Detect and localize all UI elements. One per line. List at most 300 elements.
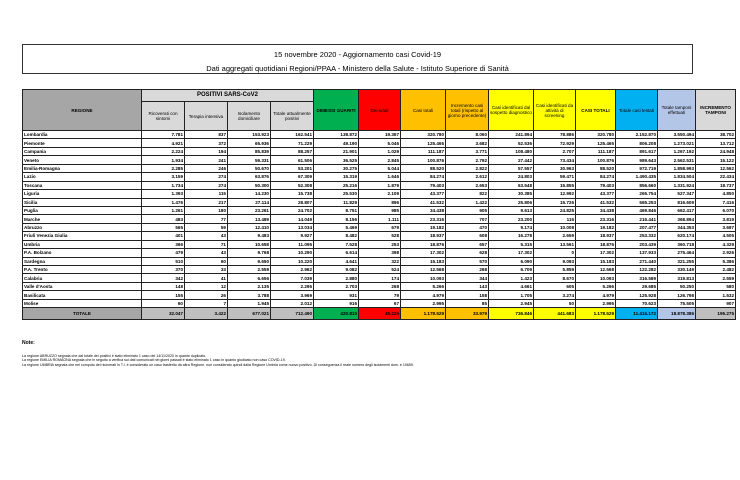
totals-row	[23, 308, 736, 320]
value-cell: 71.229	[271, 139, 314, 147]
value-cell: 88.520	[401, 164, 446, 172]
value-cell: 174	[359, 274, 401, 282]
value-cell: 1.029	[359, 147, 401, 155]
value-cell: 1.858.993	[658, 164, 696, 172]
value-cell: 6.656	[228, 274, 271, 282]
value-cell: 321.255	[658, 257, 696, 265]
value-cell: 274	[185, 173, 228, 181]
value-cell: 79.403	[401, 181, 446, 189]
value-cell: 50.300	[228, 181, 271, 189]
value-cell: 469.846	[616, 206, 658, 214]
value-cell: 3.159	[142, 173, 185, 181]
total-value-cell: 45.229	[359, 308, 401, 320]
region-name-cell: Sardegna	[23, 257, 142, 265]
value-cell: 27.114	[228, 198, 271, 206]
value-cell: 85	[446, 299, 489, 307]
value-cell: 12.992	[534, 190, 576, 198]
value-cell: 30.385	[489, 190, 534, 198]
value-cell: 5.469	[314, 223, 359, 231]
value-cell: 15.183	[576, 257, 616, 265]
table-row	[23, 147, 736, 155]
header-casi-sospetto: Casi identificati dal sospetto diagnostico	[489, 90, 534, 131]
value-cell: 137.933	[616, 249, 658, 257]
value-cell: 1.423	[489, 274, 534, 282]
value-cell: 180	[185, 206, 228, 214]
value-cell: 2.295	[271, 282, 314, 290]
value-cell: 916	[314, 299, 359, 307]
value-cell: 398	[359, 249, 401, 257]
value-cell: 28.807	[271, 198, 314, 206]
value-cell: 125.465	[576, 139, 616, 147]
value-cell: 3.682	[446, 139, 489, 147]
value-cell: 6.709	[489, 266, 534, 274]
value-cell: 268	[359, 282, 401, 290]
value-cell: 2.703	[314, 282, 359, 290]
value-cell: 84.274	[576, 173, 616, 181]
notes-title: Note:	[22, 340, 35, 346]
value-cell: 2.612	[446, 173, 489, 181]
value-cell: 125.928	[616, 291, 658, 299]
value-cell: 605	[534, 282, 576, 290]
value-cell: 72.929	[534, 139, 576, 147]
header-casi-totali-2: CASI TOTALI	[576, 90, 616, 131]
value-cell: 806.208	[616, 139, 658, 147]
value-cell: 50.250	[658, 282, 696, 290]
totals-label: TOTALE	[23, 308, 142, 320]
value-cell: 84.274	[401, 173, 446, 181]
value-cell: 111.187	[401, 147, 446, 155]
value-cell: 5.266	[401, 282, 446, 290]
region-name-cell: P.A. Trento	[23, 266, 142, 274]
value-cell: 2.224	[142, 147, 185, 155]
region-name-cell: Emilia-Romagna	[23, 164, 142, 172]
value-cell: 126.798	[658, 291, 696, 299]
value-cell: 79.403	[576, 181, 616, 189]
value-cell: 52.308	[271, 181, 314, 189]
total-value-cell: 1.178.529	[576, 308, 616, 320]
value-cell: 78.886	[534, 131, 576, 139]
value-cell: 2.559	[696, 274, 736, 282]
value-cell: 320.780	[401, 131, 446, 139]
value-cell: 23.316	[401, 215, 446, 223]
table-row	[23, 232, 736, 240]
value-cell: 3.788	[228, 291, 271, 299]
note-line: La regione ABRUZZO segnala che dal totale dei positivi è stato eliminato 1 caso del 14/11/2020 in quanto duplicato.	[22, 354, 207, 358]
value-cell: 8.156	[314, 215, 359, 223]
value-cell: 10.220	[271, 257, 314, 265]
value-cell: 372	[185, 139, 228, 147]
value-cell: 4.641	[314, 257, 359, 265]
value-cell: 23.316	[576, 215, 616, 223]
value-cell: 59	[185, 223, 228, 231]
value-cell: 972.719	[616, 164, 658, 172]
value-cell: 14.049	[271, 215, 314, 223]
region-name-cell: Sicilia	[23, 198, 142, 206]
value-cell: 241	[185, 156, 228, 164]
value-cell: 1.834.504	[658, 173, 696, 181]
value-cell: 856.660	[616, 181, 658, 189]
value-cell: 1.945	[228, 299, 271, 307]
value-cell: 570	[446, 257, 489, 265]
value-cell: 60	[185, 257, 228, 265]
value-cell: 10.658	[228, 240, 271, 248]
value-cell: 9.483	[228, 232, 271, 240]
value-cell: 194	[185, 147, 228, 155]
total-value-cell: 736.846	[489, 308, 534, 320]
header-terapia-intensiva: Terapia intensiva	[185, 102, 228, 131]
value-cell: 63.876	[228, 173, 271, 181]
value-cell: 662.417	[658, 206, 696, 214]
value-cell: 330.149	[658, 266, 696, 274]
header-totale-positivi: Totale attualmente positivi	[271, 102, 314, 131]
value-cell: 931	[314, 291, 359, 299]
total-value-cell: 33.979	[446, 308, 489, 320]
value-cell: 17.302	[576, 249, 616, 257]
value-cell: 1.422	[446, 198, 489, 206]
table-row	[23, 215, 736, 223]
report-title-box	[22, 44, 693, 74]
value-cell: 2.707	[534, 147, 576, 155]
region-name-cell: Umbria	[23, 240, 142, 248]
value-cell: 10.290	[271, 249, 314, 257]
value-cell: 2.152.870	[616, 131, 658, 139]
value-cell: 49.190	[314, 139, 359, 147]
value-cell: 2.845	[359, 156, 401, 164]
value-cell: 10.093	[401, 274, 446, 282]
header-casi-screening: Casi identificati da attività di screening	[534, 90, 576, 131]
value-cell: 138.872	[314, 131, 359, 139]
value-cell: 15.122	[696, 156, 736, 164]
value-cell: 2.482	[696, 266, 736, 274]
header-deceduti: Deceduti	[359, 90, 401, 131]
value-cell: 43.377	[576, 190, 616, 198]
value-cell: 816.609	[658, 198, 696, 206]
header-regione: REGIONE	[23, 90, 142, 131]
note-line: La regione UMBRIA segnala che nel computo dei ricoverati in T.I. è considerato un caso trasferito da altra Regione, non considerato quindi dalla Regione Umbria come nuovo positivo. Di conseguenza il reale numero degli isolamenti dom. è 10659.	[22, 362, 414, 367]
value-cell: 17.302	[401, 249, 446, 257]
value-cell: 13.034	[271, 223, 314, 231]
value-cell: 1.879	[359, 181, 401, 189]
value-cell: 6.070	[696, 206, 736, 214]
value-cell: 275.464	[658, 249, 696, 257]
value-cell: 2.135	[228, 282, 271, 290]
value-cell: 1.734	[142, 181, 185, 189]
value-cell: 217	[185, 198, 228, 206]
value-cell: 679	[359, 223, 401, 231]
value-cell: 1.393	[142, 190, 185, 198]
value-cell: 5.044	[359, 164, 401, 172]
value-cell: 24.803	[489, 173, 534, 181]
value-cell: 2.285	[142, 164, 185, 172]
value-cell: 158	[446, 291, 489, 299]
value-cell: 896	[359, 198, 401, 206]
value-cell: 12.568	[401, 266, 446, 274]
value-cell: 18.876	[401, 240, 446, 248]
value-cell: 9.927	[271, 232, 314, 240]
value-cell: 13.712	[696, 139, 736, 147]
value-cell: 1.705	[489, 291, 534, 299]
value-cell: 1.646	[359, 173, 401, 181]
region-name-cell: Veneto	[23, 156, 142, 164]
value-cell: 580	[696, 282, 736, 290]
value-cell: 21.901	[314, 147, 359, 155]
table-row	[23, 181, 736, 189]
value-cell: 2.962	[271, 266, 314, 274]
value-cell: 2.562.531	[658, 156, 696, 164]
value-cell: 79	[359, 291, 401, 299]
value-cell: 16.278	[489, 232, 534, 240]
value-cell: 25.806	[489, 198, 534, 206]
value-cell: 70.623	[616, 299, 658, 307]
value-cell: 15.726	[534, 198, 576, 206]
value-cell: 53.201	[271, 164, 314, 172]
value-cell: 1.261	[142, 206, 185, 214]
value-cell: 155	[142, 291, 185, 299]
value-cell: 60	[142, 299, 185, 307]
value-cell: 24.948	[696, 147, 736, 155]
value-cell: 985	[359, 206, 401, 214]
table-row	[23, 274, 736, 282]
table-row	[23, 223, 736, 231]
value-cell: 116	[534, 215, 576, 223]
region-name-cell: Lombardia	[23, 131, 142, 139]
value-cell: 620.174	[658, 232, 696, 240]
value-cell: 13.561	[534, 240, 576, 248]
value-cell: 11.829	[314, 198, 359, 206]
header-casi-totali: Casi totali	[401, 90, 446, 131]
header-ricoverati: Ricoverati con sintomi	[142, 102, 185, 131]
value-cell: 18.876	[576, 240, 616, 248]
value-cell: 401	[142, 232, 185, 240]
value-cell: 9.613	[489, 206, 534, 214]
value-cell: 15.319	[314, 173, 359, 181]
value-cell: 470	[446, 223, 489, 231]
value-cell: 2.653	[446, 181, 489, 189]
value-cell: 15.855	[534, 181, 576, 189]
value-cell: 43.377	[401, 190, 446, 198]
value-cell: 2.012	[271, 299, 314, 307]
header-isolamento: Isolamento domiciliare	[228, 102, 271, 131]
value-cell: 61.506	[271, 156, 314, 164]
value-cell: 1.111	[359, 215, 401, 223]
region-name-cell: Toscana	[23, 181, 142, 189]
value-cell: 41.532	[401, 198, 446, 206]
value-cell: 57.557	[489, 164, 534, 172]
value-cell: 30.963	[534, 164, 576, 172]
value-cell: 9.082	[314, 266, 359, 274]
value-cell: 41	[185, 274, 228, 282]
value-cell: 5.859	[534, 266, 576, 274]
value-cell: 17.302	[489, 249, 534, 257]
value-cell: 2.995	[576, 299, 616, 307]
value-cell: 342	[142, 274, 185, 282]
region-name-cell: P.A. Bolzano	[23, 249, 142, 257]
total-value-cell: 1.178.529	[401, 308, 446, 320]
value-cell: 1.490.435	[616, 173, 658, 181]
value-cell: 122.282	[616, 266, 658, 274]
value-cell: 19.182	[401, 223, 446, 231]
value-cell: 989.643	[616, 156, 658, 164]
value-cell: 2.995	[401, 299, 446, 307]
value-cell: 524	[359, 266, 401, 274]
value-cell: 1.532	[696, 291, 736, 299]
value-cell: 67	[359, 299, 401, 307]
value-cell: 18.737	[696, 181, 736, 189]
table-row	[23, 173, 736, 181]
value-cell: 1.267.192	[658, 147, 696, 155]
value-cell: 6.090	[489, 257, 534, 265]
table-row	[23, 156, 736, 164]
total-value-cell: 32.047	[142, 308, 185, 320]
region-name-cell: Marche	[23, 215, 142, 223]
value-cell: 274	[185, 181, 228, 189]
value-cell: 50	[534, 299, 576, 307]
value-cell: 59.331	[228, 156, 271, 164]
value-cell: 4.979	[401, 291, 446, 299]
value-cell: 33	[185, 266, 228, 274]
value-cell: 143	[446, 282, 489, 290]
table-row	[23, 139, 736, 147]
region-name-cell: Basilicata	[23, 291, 142, 299]
value-cell: 18.937	[401, 232, 446, 240]
value-cell: 18.937	[576, 232, 616, 240]
value-cell: 253.332	[616, 232, 658, 240]
value-cell: 11.095	[271, 240, 314, 248]
value-cell: 9.174	[489, 223, 534, 231]
value-cell: 77	[185, 215, 228, 223]
table-row	[23, 206, 736, 214]
value-cell: 43	[185, 249, 228, 257]
value-cell: 27.442	[489, 156, 534, 164]
value-cell: 24.702	[271, 206, 314, 214]
value-cell: 707	[446, 215, 489, 223]
region-name-cell: Abruzzo	[23, 223, 142, 231]
value-cell: 246	[185, 164, 228, 172]
value-cell: 71	[185, 240, 228, 248]
value-cell: 30.275	[314, 164, 359, 172]
value-cell: 26	[185, 291, 228, 299]
value-cell: 50.670	[228, 164, 271, 172]
value-cell: 14.230	[228, 190, 271, 198]
value-cell: 5.315	[489, 240, 534, 248]
value-cell: 3.771	[446, 147, 489, 155]
value-cell: 2.792	[446, 156, 489, 164]
region-name-cell: Piemonte	[23, 139, 142, 147]
value-cell: 316.589	[616, 274, 658, 282]
value-cell: 360.718	[658, 240, 696, 248]
value-cell: 67.309	[271, 173, 314, 181]
total-value-cell: 420.810	[314, 308, 359, 320]
value-cell: 608	[446, 232, 489, 240]
note-line: La regione EMILIA ROMAGNA segnala che in seguito a verifica sui dati comunicati nei giorni passati è stato eliminato 1 caso in quanto giudicato non caso COVID-19.	[22, 358, 286, 363]
value-cell: 19.367	[359, 131, 401, 139]
value-cell: 125.465	[401, 139, 446, 147]
value-cell: 268	[446, 266, 489, 274]
value-cell: 88.520	[576, 164, 616, 172]
total-value-cell: 712.490	[271, 308, 314, 320]
value-cell: 344	[446, 274, 489, 282]
value-cell: 241.894	[489, 131, 534, 139]
value-cell: 8.670	[534, 274, 576, 282]
total-value-cell: 11.416.172	[616, 308, 658, 320]
value-cell: 3.550.494	[658, 131, 696, 139]
value-cell: 12.568	[576, 266, 616, 274]
value-cell: 100.876	[576, 156, 616, 164]
table-row	[23, 282, 736, 290]
region-name-cell: Friuli Venezia Giulia	[23, 232, 142, 240]
value-cell: 2.659	[534, 232, 576, 240]
value-cell: 657	[446, 240, 489, 248]
table-row	[23, 240, 736, 248]
value-cell: 319.813	[658, 274, 696, 282]
value-cell: 344.353	[658, 223, 696, 231]
value-cell: 29.685	[616, 282, 658, 290]
value-cell: 5.266	[576, 282, 616, 290]
total-value-cell: 677.021	[228, 308, 271, 320]
header-tamponi: Totale tamponi effettuati	[658, 90, 696, 131]
value-cell: 36.525	[314, 156, 359, 164]
value-cell: 153.923	[228, 131, 271, 139]
region-name-cell: Liguria	[23, 190, 142, 198]
value-cell: 25.530	[314, 190, 359, 198]
value-cell: 1.934	[142, 156, 185, 164]
header-incremento-tamponi: INCREMENTO TAMPONI	[696, 90, 736, 131]
value-cell: 34.438	[576, 206, 616, 214]
value-cell: 7	[185, 299, 228, 307]
value-cell: 12.410	[228, 223, 271, 231]
value-cell: 3.969	[271, 291, 314, 299]
value-cell: 4.329	[696, 240, 736, 248]
value-cell: 23.200	[489, 215, 534, 223]
value-cell: 822	[446, 190, 489, 198]
value-cell: 565	[142, 223, 185, 231]
value-cell: 9.093	[534, 257, 576, 265]
value-cell: 15.738	[271, 190, 314, 198]
table-row	[23, 291, 736, 299]
value-cell: 1.273.021	[658, 139, 696, 147]
value-cell: 2.926	[696, 249, 736, 257]
value-cell: 8.482	[314, 232, 359, 240]
value-cell: 10.008	[534, 223, 576, 231]
value-cell: 320.780	[576, 131, 616, 139]
value-cell: 7.781	[142, 131, 185, 139]
value-cell: 73.434	[534, 156, 576, 164]
value-cell: 2.945	[489, 299, 534, 307]
table-row	[23, 190, 736, 198]
value-cell: 271.440	[616, 257, 658, 265]
value-cell: 88.257	[271, 147, 314, 155]
header-dimessi-guariti: DIMESSI GUARITI	[314, 90, 359, 131]
value-cell: 8.751	[314, 206, 359, 214]
value-cell: 891.617	[616, 147, 658, 155]
value-cell: 203.439	[616, 240, 658, 248]
value-cell: 2.822	[446, 164, 489, 172]
value-cell: 368.894	[658, 215, 696, 223]
value-cell: 4.505	[696, 232, 736, 240]
table-row	[23, 266, 736, 274]
value-cell: 479	[142, 249, 185, 257]
value-cell: 527.347	[658, 190, 696, 198]
value-cell: 322	[359, 257, 401, 265]
table-row	[23, 198, 736, 206]
value-cell: 9.650	[228, 257, 271, 265]
value-cell: 0	[534, 249, 576, 257]
header-casi-testati: Totale casi testati	[616, 90, 658, 131]
value-cell: 8.060	[446, 131, 489, 139]
table-row	[23, 164, 736, 172]
value-cell: 7.528	[314, 240, 359, 248]
value-cell: 85.839	[228, 147, 271, 155]
